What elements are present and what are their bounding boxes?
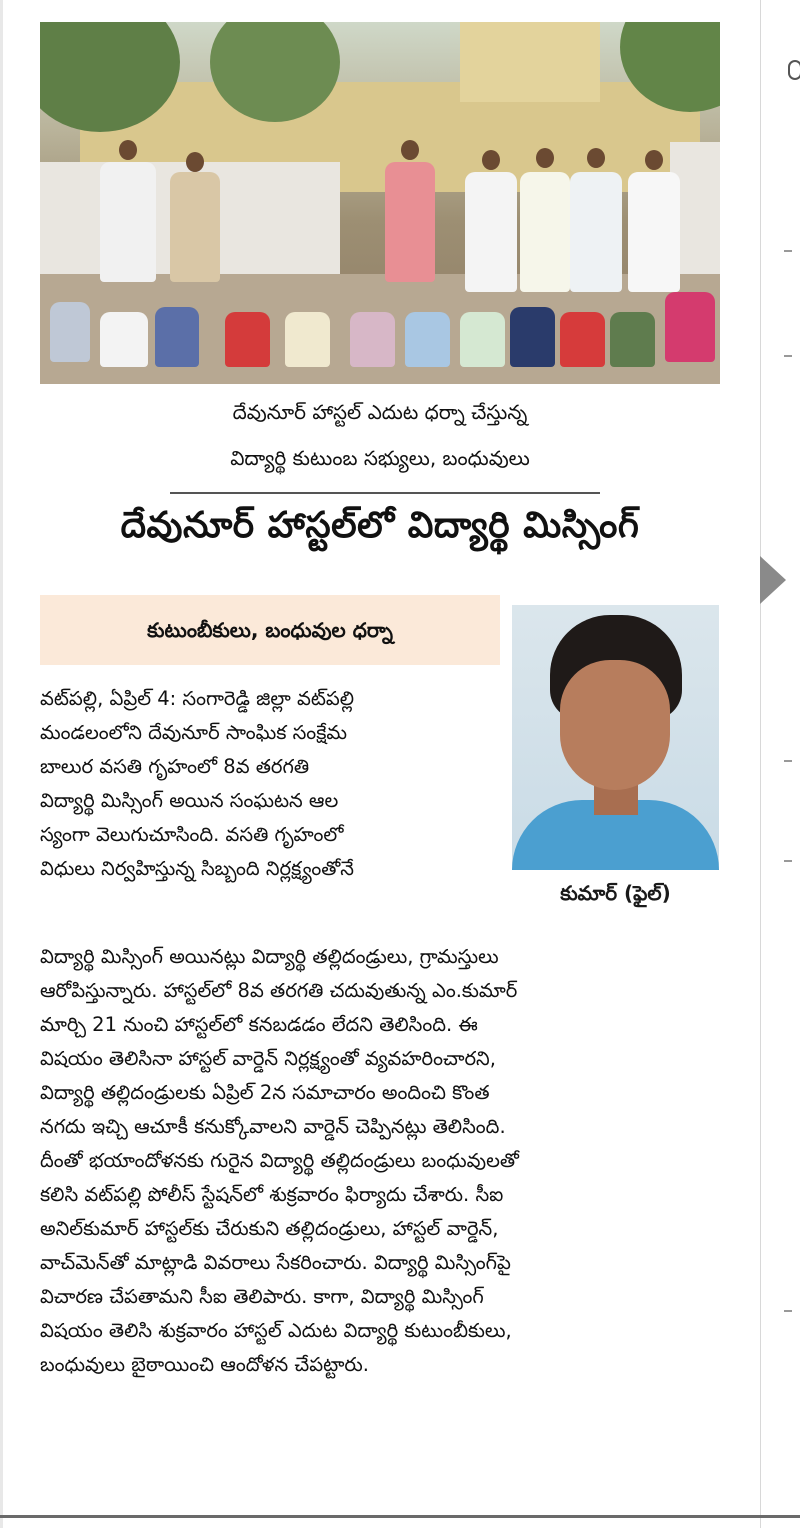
- article-line: విషయం తెలిసినా హాస్టల్ వార్డెన్ నిర్లక్ష్యంతో వ్యవహరించారని,: [40, 1047, 496, 1070]
- student-portrait: [512, 605, 719, 870]
- page-edge-mark: [788, 60, 800, 80]
- article-line: మార్చి 21 నుంచి హాస్టల్‌లో కనబడడం లేదని తెలిసింది. ఈ: [40, 1013, 478, 1036]
- subheadline: కుటుంబీకులు, బంధువుల ధర్నా: [147, 618, 393, 642]
- article-line: దీంతో భయాందోళనకు గురైన విద్యార్థి తల్లిదండ్రులు బంధువులతో: [40, 1149, 519, 1172]
- page-left-edge: [0, 0, 3, 1528]
- article-line: ఆరోపిస్తున్నారు. హాస్టల్‌లో 8వ తరగతి చదువుతున్న ఎం.కుమార్: [40, 979, 518, 1002]
- bottom-border: [0, 1515, 800, 1518]
- portrait-caption: కుమార్ (ఫైల్): [560, 881, 671, 905]
- column-divider: [760, 0, 761, 1528]
- caption-divider: [170, 492, 600, 494]
- margin-tick: [784, 250, 792, 252]
- article-line: స్యంగా వెలుగుచూసింది. వసతి గృహంలో: [40, 823, 344, 846]
- photo-caption-line-2: విద్యార్థి కుటుంబ సభ్యులు, బంధువులు: [230, 446, 530, 470]
- article-line: నగదు ఇచ్చి ఆచూకీ కనుక్కోవాలని వార్డెన్ చెప్పినట్లు తెలిసింది.: [40, 1115, 506, 1138]
- article-line: వట్‌పల్లి, ఏప్రిల్ 4: సంగారెడ్డి జిల్లా వట్‌పల్లి: [40, 687, 355, 710]
- article-body-narrow: [40, 682, 500, 886]
- subheadline-box: [40, 595, 500, 665]
- article-line: విద్యార్థి తల్లిదండ్రులకు ఏప్రిల్ 2న సమాచారం అందించి కొంత: [40, 1081, 490, 1104]
- article-line: విద్యార్థి మిస్సింగ్ అయిన సంఘటన ఆల: [40, 789, 339, 812]
- article-line: కలిసి వట్‌పల్లి పోలీస్ స్టేషన్‌లో శుక్రవారం ఫిర్యాదు చేశారు. సీఐ: [40, 1183, 504, 1206]
- article-line: విద్యార్థి మిస్సింగ్ అయినట్లు విద్యార్థి తల్లిదండ్రులు, గ్రామస్తులు: [40, 945, 499, 968]
- article-line: విచారణ చేపతామని సీఐ తెలిపారు. కాగా, విద్యార్థి మిస్సింగ్: [40, 1285, 484, 1308]
- arrow-right-icon: [760, 556, 786, 604]
- article-line: వాచ్‌మెన్‌తో మాట్లాడి వివరాలు సేకరించారు. విద్యార్థి మిస్సింగ్‌పై: [40, 1251, 511, 1274]
- margin-tick: [784, 760, 792, 762]
- article-line: విధులు నిర్వహిస్తున్న సిబ్బంది నిర్లక్ష్యంతోనే: [40, 857, 354, 880]
- margin-tick: [784, 1310, 792, 1312]
- article-line: బంధువులు బైఠాయించి ఆందోళన చేపట్టారు.: [40, 1353, 369, 1376]
- article-line: అనిల్‌కుమార్ హాస్టల్‌కు చేరుకుని తల్లిదండ్రులు, హాస్టల్ వార్డెన్,: [40, 1217, 499, 1240]
- photo-caption-line-1: దేవునూర్ హాస్టల్ ఎదుట ధర్నా చేస్తున్న: [232, 400, 528, 424]
- headline: దేవునూర్ హాస్టల్‌లో విద్యార్థి మిస్సింగ్: [120, 505, 640, 546]
- article-line: బాలుర వసతి గృహంలో 8వ తరగతి: [40, 755, 310, 778]
- article-body-wide: [40, 940, 720, 1382]
- article-line: మండలంలోని దేవునూర్ సాంఘిక సంక్షేమ: [40, 721, 348, 744]
- margin-tick: [784, 860, 792, 862]
- protest-photo: [40, 22, 720, 384]
- article-line: విషయం తెలిసి శుక్రవారం హాస్టల్ ఎదుట విద్యార్థి కుటుంబీకులు,: [40, 1319, 512, 1342]
- margin-tick: [784, 355, 792, 357]
